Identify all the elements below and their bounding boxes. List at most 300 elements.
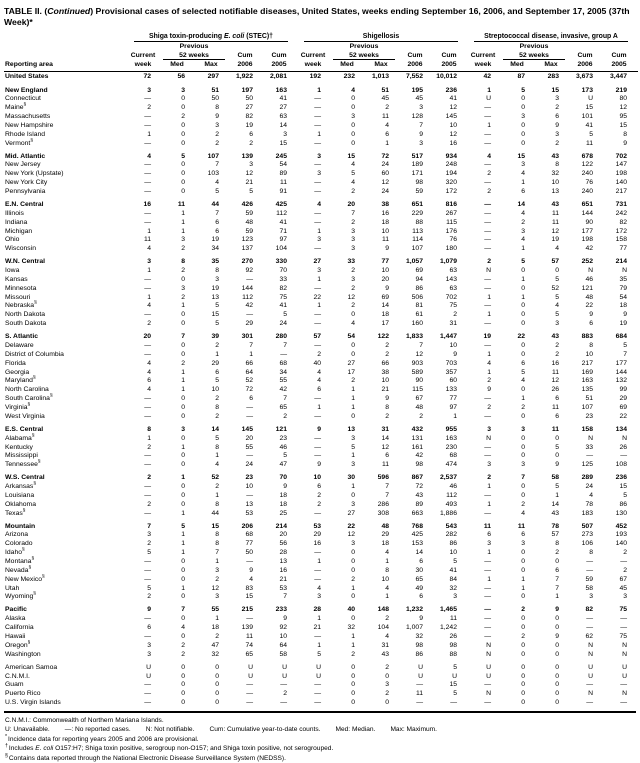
row-label: Delaware bbox=[5, 342, 34, 350]
cell-value: 30 bbox=[415, 566, 423, 574]
cell-value: — bbox=[314, 179, 321, 187]
cell-value: 35 bbox=[211, 258, 219, 266]
hdr-blank bbox=[466, 42, 500, 51]
cell-value: 0 bbox=[215, 681, 219, 689]
cum-header: Cum bbox=[441, 52, 457, 60]
column-header-block bbox=[4, 42, 638, 72]
cell-value: 23 bbox=[585, 412, 593, 420]
table-row bbox=[4, 386, 638, 395]
cell-value: N bbox=[622, 641, 627, 649]
cell-value: 0 bbox=[181, 575, 185, 583]
cell-value: 9 bbox=[385, 395, 389, 403]
cell-value: 123 bbox=[241, 236, 253, 244]
cell-value: 5 bbox=[283, 452, 287, 460]
cell-value: N bbox=[622, 267, 627, 275]
table-row bbox=[4, 294, 638, 303]
cell-value: 0 bbox=[521, 302, 525, 310]
group-name-post: (STEC)† bbox=[244, 32, 274, 40]
nedss-footnote-marker: § bbox=[33, 592, 36, 598]
week-header: week bbox=[134, 61, 152, 69]
cell-value: 217 bbox=[581, 359, 593, 367]
cell-value: 86 bbox=[415, 650, 423, 658]
cell-value: 2 bbox=[351, 302, 355, 310]
cell-value: 2 bbox=[181, 245, 185, 253]
cell-value: N bbox=[486, 434, 491, 442]
table-row bbox=[4, 228, 638, 237]
cell-value: 1 bbox=[351, 452, 355, 460]
nedss-footnote-marker: § bbox=[42, 574, 45, 580]
table-row bbox=[4, 651, 638, 660]
cell-value: 0 bbox=[181, 452, 185, 460]
hdr-blank bbox=[602, 42, 636, 51]
cell-value: 12 bbox=[347, 531, 355, 539]
cell-value: 29 bbox=[211, 359, 219, 367]
row-label: Maryland§ bbox=[5, 376, 36, 385]
cell-value: 934 bbox=[445, 152, 457, 160]
cell-value: 153 bbox=[411, 540, 423, 548]
cell-value: — bbox=[144, 395, 151, 403]
cell-value: 114 bbox=[412, 236, 423, 244]
cell-value: 1 bbox=[487, 311, 491, 319]
row-label: Mountain bbox=[5, 522, 36, 530]
cell-value: — bbox=[246, 690, 253, 698]
cell-value: 1 bbox=[317, 615, 321, 623]
group-header-row bbox=[4, 33, 638, 43]
cell-value: 903 bbox=[411, 359, 423, 367]
cell-value: 6 bbox=[555, 412, 559, 420]
cell-value: 13 bbox=[279, 558, 287, 565]
cell-value: N bbox=[588, 641, 593, 649]
cell-value: 7 bbox=[555, 584, 559, 592]
cell-value: — bbox=[620, 624, 627, 632]
cell-value: 1 bbox=[181, 368, 185, 376]
cell-value: 6 bbox=[555, 395, 559, 403]
cell-value: 4 bbox=[521, 236, 525, 244]
cell-value: 20 bbox=[245, 434, 253, 442]
cell-value: 425 bbox=[275, 201, 287, 208]
disease-group-header-2 bbox=[304, 33, 458, 43]
cell-value: 169 bbox=[581, 368, 593, 376]
table-row bbox=[4, 161, 638, 170]
cell-value: 48 bbox=[415, 403, 423, 411]
cell-value: 50 bbox=[211, 95, 219, 103]
cell-value: — bbox=[246, 452, 253, 460]
week-header: week bbox=[474, 61, 492, 69]
cell-value: — bbox=[144, 187, 151, 195]
cell-value: 139 bbox=[241, 624, 253, 632]
cell-value: 684 bbox=[615, 333, 627, 341]
cell-value: 6 bbox=[317, 386, 321, 394]
cell-value: 1 bbox=[181, 218, 185, 226]
cell-value: 9 bbox=[317, 425, 321, 433]
cell-value: 3 bbox=[555, 320, 559, 328]
cell-value: 55 bbox=[211, 606, 219, 614]
previous-header: Previous bbox=[519, 43, 549, 51]
cell-value: 18 bbox=[619, 302, 627, 310]
cell-value: 0 bbox=[555, 681, 559, 689]
cell-value: 702 bbox=[445, 293, 457, 301]
cell-value: 5 bbox=[215, 377, 219, 385]
cell-value: — bbox=[144, 209, 151, 217]
column-header-row bbox=[4, 42, 638, 51]
cell-value: 1 bbox=[555, 491, 559, 499]
row-label: Florida bbox=[5, 359, 26, 367]
footnote-section-text: Contains data reported through the National Electronic Disease Surveillance System (NEDSS). bbox=[8, 754, 286, 762]
cell-value: 61 bbox=[415, 311, 423, 319]
cell-value: 9 bbox=[385, 284, 389, 292]
cell-value: 1 bbox=[317, 558, 321, 565]
footnote-cnmi: C.N.M.I.: Commonwealth of Northern Mariana Islands. bbox=[5, 716, 164, 724]
cell-value: 5 bbox=[181, 522, 185, 530]
cell-value: 6 bbox=[215, 368, 219, 376]
cell-value: 27 bbox=[245, 104, 253, 112]
row-label: Puerto Rico bbox=[5, 690, 41, 698]
table-row bbox=[4, 333, 638, 342]
cell-value: 1,079 bbox=[439, 258, 457, 266]
cell-value: 77 bbox=[381, 258, 389, 266]
cell-value: — bbox=[144, 403, 151, 411]
cell-value: 5 bbox=[147, 549, 151, 557]
cell-value: 29 bbox=[619, 395, 627, 403]
cell-value: — bbox=[484, 236, 491, 244]
cell-value: — bbox=[586, 699, 593, 707]
cell-value: 1 bbox=[215, 615, 219, 623]
cell-value: 72 bbox=[245, 386, 253, 394]
cell-value: 1 bbox=[181, 531, 185, 539]
cell-value: 121 bbox=[581, 284, 593, 292]
cell-value: 21 bbox=[279, 575, 287, 583]
cell-value: 106 bbox=[581, 540, 593, 548]
cell-value: 45 bbox=[381, 95, 389, 103]
cell-value: 10 bbox=[381, 227, 389, 235]
cell-value: — bbox=[314, 443, 321, 451]
hdr-blank bbox=[398, 42, 432, 51]
cell-value: 11 bbox=[177, 201, 185, 208]
cell-value: 89 bbox=[415, 500, 423, 508]
cell-value: 289 bbox=[581, 474, 593, 482]
cell-value: 0 bbox=[181, 461, 185, 469]
cell-value: — bbox=[484, 104, 491, 112]
cell-value: 43 bbox=[551, 201, 559, 208]
cell-value: 2 bbox=[351, 187, 355, 195]
row-label: Virginia§ bbox=[5, 402, 31, 411]
cell-value: 16 bbox=[313, 540, 321, 548]
cell-value: 0 bbox=[181, 95, 185, 103]
weeks52-header: 52 weeks bbox=[503, 51, 565, 60]
cell-value: 76 bbox=[585, 179, 593, 187]
nedss-footnote-marker: § bbox=[28, 565, 32, 571]
table-row bbox=[4, 558, 638, 567]
cell-value: 27 bbox=[313, 258, 321, 266]
cell-value: 55 bbox=[279, 377, 287, 385]
cell-value: 3 bbox=[419, 104, 423, 112]
cell-value: 5 bbox=[521, 86, 525, 94]
cell-value: 10 bbox=[245, 483, 253, 491]
table-row bbox=[4, 131, 638, 140]
cell-value: 12 bbox=[449, 130, 457, 138]
cell-value: 16 bbox=[551, 359, 559, 367]
cell-value: — bbox=[246, 403, 253, 411]
cell-value: 1,007 bbox=[405, 624, 423, 632]
cell-value: 3,447 bbox=[609, 73, 627, 81]
cell-value: 9 bbox=[147, 606, 151, 614]
cell-value: 14 bbox=[211, 425, 219, 433]
cell-value: 69 bbox=[381, 293, 389, 301]
cell-value: 5 bbox=[215, 302, 219, 310]
table-row bbox=[4, 73, 638, 82]
cell-value: 7 bbox=[283, 342, 287, 350]
cell-value: 1,833 bbox=[405, 333, 423, 341]
title-continued: Continued bbox=[47, 6, 91, 16]
cell-value: 46 bbox=[279, 443, 287, 451]
cell-value: 8 bbox=[589, 549, 593, 557]
cell-value: 39 bbox=[211, 333, 219, 341]
cell-value: 62 bbox=[585, 632, 593, 640]
cell-value: 0 bbox=[521, 412, 525, 420]
cell-value: 14 bbox=[381, 302, 389, 310]
cell-value: — bbox=[314, 632, 321, 640]
cell-value: 1 bbox=[317, 227, 321, 235]
row-label: New Mexico§ bbox=[5, 574, 45, 583]
cell-value: 90 bbox=[415, 377, 423, 385]
row-label: Arkansas§ bbox=[5, 481, 37, 491]
cell-value: — bbox=[314, 245, 321, 253]
cell-value: — bbox=[450, 699, 457, 707]
table-row bbox=[4, 576, 638, 585]
cell-value: 92 bbox=[245, 267, 253, 275]
cell-value: U bbox=[486, 672, 491, 680]
cell-value: 59 bbox=[585, 575, 593, 583]
cell-value: 4 bbox=[147, 359, 151, 367]
footnote-legend bbox=[5, 725, 638, 735]
cell-value: 1 bbox=[385, 139, 389, 147]
cell-value: 589 bbox=[411, 368, 423, 376]
cell-value: 651 bbox=[411, 201, 423, 208]
row-label: Utah bbox=[5, 584, 20, 592]
cell-value: 86 bbox=[449, 540, 457, 548]
cell-value: — bbox=[314, 139, 321, 147]
cell-value: 0 bbox=[521, 624, 525, 632]
cell-value: 3 bbox=[385, 681, 389, 689]
cell-value: 282 bbox=[445, 531, 457, 539]
cell-value: 144 bbox=[615, 368, 627, 376]
cell-value: 5 bbox=[317, 650, 321, 658]
cell-value: 1 bbox=[487, 483, 491, 491]
cell-value: 45 bbox=[415, 95, 423, 103]
cell-value: 9 bbox=[385, 245, 389, 253]
footnote-dagger: †Includes E. coli O157:H7; Shiga toxin positive, serogroup non-O157; and Shiga toxin positive, not serogrouped. bbox=[5, 743, 334, 753]
cell-value: — bbox=[484, 412, 491, 420]
cell-value: 6 bbox=[555, 113, 559, 121]
cell-value: 0 bbox=[521, 452, 525, 460]
cell-value: — bbox=[484, 302, 491, 310]
cell-value: 130 bbox=[615, 509, 627, 517]
cell-value: N bbox=[588, 434, 593, 442]
cell-value: 171 bbox=[411, 170, 423, 178]
cell-value: 172 bbox=[615, 227, 627, 235]
cell-value: 46 bbox=[585, 275, 593, 283]
cell-value: 3 bbox=[521, 161, 525, 169]
cell-value: 2 bbox=[181, 267, 185, 275]
cell-value: 8 bbox=[623, 130, 627, 138]
table-row bbox=[4, 369, 638, 378]
cell-value: 2 bbox=[623, 549, 627, 557]
cell-value: 0 bbox=[181, 699, 185, 707]
cell-value: — bbox=[484, 161, 491, 169]
cell-value: 308 bbox=[377, 509, 389, 517]
cell-value: 9 bbox=[555, 461, 559, 469]
cell-value: 148 bbox=[377, 606, 389, 614]
cell-value: U bbox=[418, 672, 423, 680]
cell-value: 1 bbox=[521, 584, 525, 592]
cell-value: N bbox=[622, 690, 627, 698]
cell-value: — bbox=[280, 350, 287, 358]
cell-value: 6 bbox=[419, 593, 423, 601]
cell-value: 1 bbox=[317, 275, 321, 283]
cell-value: — bbox=[314, 104, 321, 112]
cell-value: 6 bbox=[385, 452, 389, 460]
cell-value: 5 bbox=[215, 434, 219, 442]
table-row bbox=[4, 219, 638, 228]
cell-value: 41 bbox=[585, 121, 593, 129]
row-label: Minnesota bbox=[5, 284, 37, 292]
cell-value: 242 bbox=[615, 209, 627, 217]
nedss-footnote-marker: § bbox=[34, 301, 37, 307]
cell-value: 2 bbox=[385, 342, 389, 350]
cell-value: 5 bbox=[555, 293, 559, 301]
cell-value: 2 bbox=[317, 500, 321, 508]
cell-value: 4 bbox=[487, 152, 491, 160]
cell-value: 112 bbox=[276, 209, 287, 217]
cell-value: 232 bbox=[343, 73, 355, 81]
cell-value: 113 bbox=[412, 227, 423, 235]
cell-value: 28 bbox=[313, 606, 321, 614]
cell-value: 0 bbox=[521, 443, 525, 451]
nedss-footnote-marker: § bbox=[23, 102, 27, 108]
cell-value: 54 bbox=[279, 161, 287, 169]
cell-value: 0 bbox=[181, 403, 185, 411]
cell-value: 7,552 bbox=[405, 73, 423, 81]
cell-value: — bbox=[144, 558, 151, 565]
cell-value: 33 bbox=[279, 275, 287, 283]
cell-value: 2 bbox=[249, 139, 253, 147]
table-row bbox=[4, 276, 638, 285]
cell-value: 214 bbox=[275, 522, 287, 530]
cell-value: 12 bbox=[551, 377, 559, 385]
cell-value: 59 bbox=[245, 227, 253, 235]
row-label: Pacific bbox=[5, 606, 27, 614]
cell-value: 72 bbox=[143, 73, 151, 81]
nedss-footnote-marker: § bbox=[49, 393, 53, 399]
row-label: Montana§ bbox=[5, 556, 35, 565]
cell-value: 65 bbox=[415, 575, 423, 583]
cell-value: 81 bbox=[415, 302, 423, 310]
cell-value: U bbox=[588, 672, 593, 680]
cell-value: — bbox=[144, 491, 151, 499]
cell-value: 11 bbox=[551, 403, 559, 411]
table-row bbox=[4, 104, 638, 113]
cell-value: 2 bbox=[215, 342, 219, 350]
cell-value: 0 bbox=[351, 615, 355, 623]
cell-value: — bbox=[416, 699, 423, 707]
cell-value: 14 bbox=[517, 201, 525, 208]
cell-value: 0 bbox=[181, 179, 185, 187]
cell-value: 4 bbox=[521, 209, 525, 217]
cell-value: 0 bbox=[555, 641, 559, 649]
cell-value: 12 bbox=[381, 443, 389, 451]
cell-value: — bbox=[484, 113, 491, 121]
current-header: Current bbox=[300, 52, 326, 60]
cell-value: 4 bbox=[351, 86, 355, 94]
cell-value: 0 bbox=[555, 624, 559, 632]
cell-value: 663 bbox=[411, 509, 423, 517]
cell-value: 9 bbox=[555, 632, 559, 640]
cell-value: 163 bbox=[445, 434, 457, 442]
cell-value: 0 bbox=[521, 615, 525, 623]
cell-value: 104 bbox=[377, 624, 389, 632]
cell-value: 80 bbox=[619, 95, 627, 103]
cell-value: — bbox=[484, 584, 491, 592]
cell-value: 55 bbox=[245, 443, 253, 451]
cell-value: 13 bbox=[551, 187, 559, 195]
cell-value: 2 bbox=[181, 641, 185, 649]
med-header: Med bbox=[340, 61, 354, 69]
cell-value: 0 bbox=[351, 95, 355, 103]
cell-value: 0 bbox=[555, 663, 559, 671]
cell-value: 2 bbox=[419, 412, 423, 420]
cell-value: 0 bbox=[215, 699, 219, 707]
cell-value: 30 bbox=[347, 474, 355, 482]
cell-value: 3 bbox=[589, 593, 593, 601]
table-row bbox=[4, 615, 638, 624]
row-label: Mississippi bbox=[5, 452, 38, 460]
nedss-footnote-marker: § bbox=[27, 402, 31, 408]
cell-value: 0 bbox=[351, 130, 355, 138]
hdr-blank bbox=[568, 42, 602, 51]
cell-value: 5 bbox=[283, 311, 287, 319]
cell-value: 0 bbox=[351, 593, 355, 601]
cell-value: 0 bbox=[181, 663, 185, 671]
table-row bbox=[4, 320, 638, 329]
cell-value: 215 bbox=[241, 606, 253, 614]
column-header-row bbox=[4, 60, 638, 69]
cell-value: 84 bbox=[449, 575, 457, 583]
cell-value: 9 bbox=[453, 350, 457, 358]
cell-value: 0 bbox=[555, 615, 559, 623]
med-header: Med bbox=[510, 61, 524, 69]
row-label: Idaho§ bbox=[5, 547, 25, 557]
cell-value: 1 bbox=[215, 350, 219, 358]
cell-value: 67 bbox=[415, 395, 423, 403]
cell-value: 0 bbox=[351, 672, 355, 680]
cell-value: 2 bbox=[181, 650, 185, 658]
cell-value: 1 bbox=[351, 632, 355, 640]
cell-value: 75 bbox=[279, 293, 287, 301]
cell-value: 4 bbox=[215, 179, 219, 187]
cell-value: 5 bbox=[555, 275, 559, 283]
cell-value: 29 bbox=[381, 531, 389, 539]
cell-value: 3 bbox=[555, 130, 559, 138]
cell-value: 0 bbox=[521, 130, 525, 138]
cell-value: 297 bbox=[207, 73, 219, 81]
cell-value: 43 bbox=[551, 333, 559, 341]
cell-value: 0 bbox=[181, 170, 185, 178]
footnote-section: §Contains data reported through the National Electronic Disease Surveillance System (NEDSS). bbox=[5, 752, 286, 762]
cell-value: 9 bbox=[249, 566, 253, 574]
year-2006-header: 2006 bbox=[407, 61, 423, 69]
cell-value: 23 bbox=[245, 474, 253, 482]
cell-value: 94 bbox=[415, 275, 423, 283]
